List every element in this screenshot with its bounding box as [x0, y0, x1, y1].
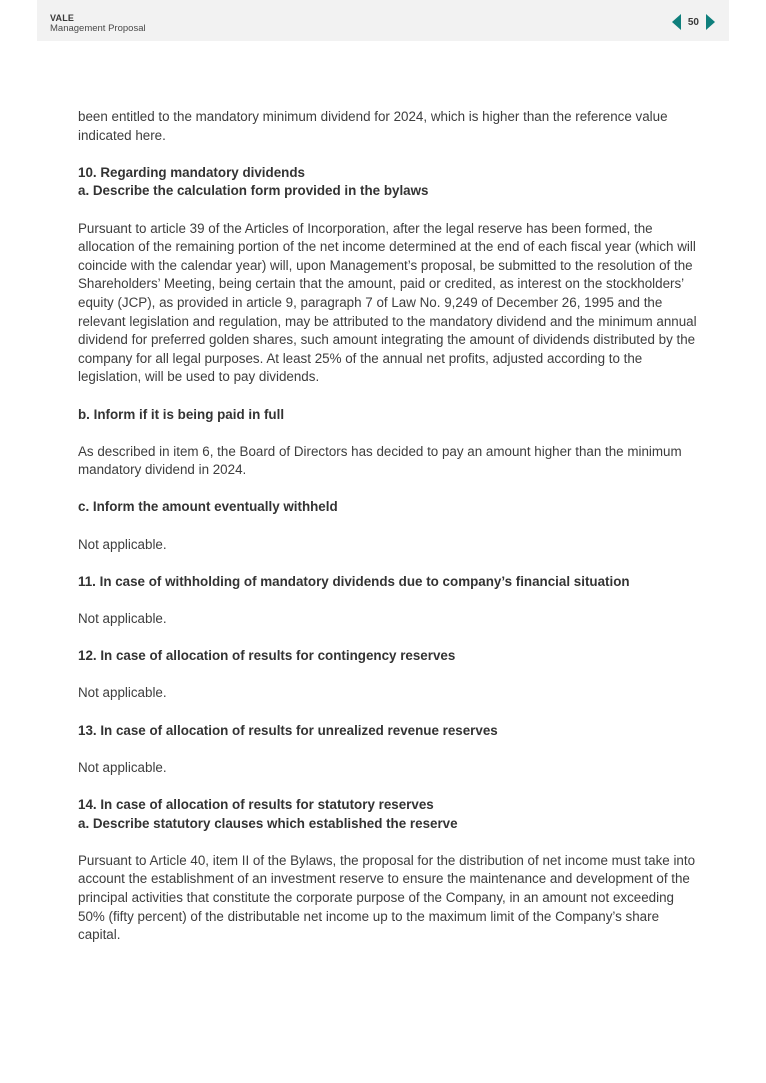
section-13-heading: 13. In case of allocation of results for unrealized revenue reserves	[78, 722, 498, 738]
section-11-heading: 11. In case of withholding of mandatory dividends due to company’s financial situation	[78, 573, 630, 589]
section-12-heading: 12. In case of allocation of results for contingency reserves	[78, 648, 456, 664]
section-10-heading: 10. Regarding mandatory dividends	[78, 164, 305, 180]
document-body	[78, 108, 698, 945]
intro-paragraph: been entitled to the mandatory minimum dividend for 2024, which is higher than the reference value indicated here.	[78, 109, 668, 143]
section-10b-paragraph: As described in item 6, the Board of Directors has decided to pay an amount higher than the minimum mandatory dividend in 2024.	[78, 443, 682, 478]
section-10a-paragraph: Pursuant to article 39 of the Articles of Incorporation, after the legal reserve has been formed, the allocation of the remaining portion of the net income determined at the end of each fiscal year (which will coincide with the calendar year) will, upon Management’s proposal, be submitted to the resolution of the Shareholders’ Meeting, being certain that the amount, paid or credited, as interest on the stockholders’ equity (JCP), as provided in article 9, paragraph 7 of Law No. 9,249 of December 26, 1995 and the relevant legislation and regulation, may be attributed to the mandatory dividend and the minimum annual dividend for preferred golden shares, such amount integrating the amount of dividends distributed by the company for all legal purposes. At least 25% of the annual net profits, adjusted according to the legislation, will be used to pay dividends.	[78, 220, 697, 385]
section-12-paragraph: Not applicable.	[78, 685, 167, 701]
section-10c-paragraph: Not applicable.	[78, 536, 167, 552]
next-page-icon[interactable]	[706, 14, 715, 30]
document-subtitle: Management Proposal	[50, 23, 146, 34]
section-14a-heading: a. Describe statutory clauses which established the reserve	[78, 815, 458, 831]
section-11-paragraph: Not applicable.	[78, 611, 167, 627]
previous-page-icon[interactable]	[672, 14, 681, 30]
section-14-heading: 14. In case of allocation of results for statutory reserves	[78, 796, 434, 812]
section-14a-paragraph: Pursuant to Article 40, item II of the Bylaws, the proposal for the distribution of net income must take into account the establishment of an investment reserve to ensure the maintenance and development of the principal activities that constitute the corporate purpose of the Company, in an amount not exceeding 50% (fifty percent) of the distributable net income up to the maximum limit of the Company’s share capital.	[78, 852, 696, 943]
section-13-paragraph: Not applicable.	[78, 759, 167, 775]
brand-name: VALE	[50, 13, 75, 23]
section-10a-heading: a. Describe the calculation form provided in the bylaws	[78, 183, 429, 199]
page-header	[37, 0, 729, 41]
page-navigation	[672, 13, 715, 31]
section-10c-heading: c. Inform the amount eventually withheld	[78, 499, 338, 515]
section-10b-heading: b. Inform if it is being paid in full	[78, 406, 285, 422]
page-number: 50	[687, 16, 699, 28]
